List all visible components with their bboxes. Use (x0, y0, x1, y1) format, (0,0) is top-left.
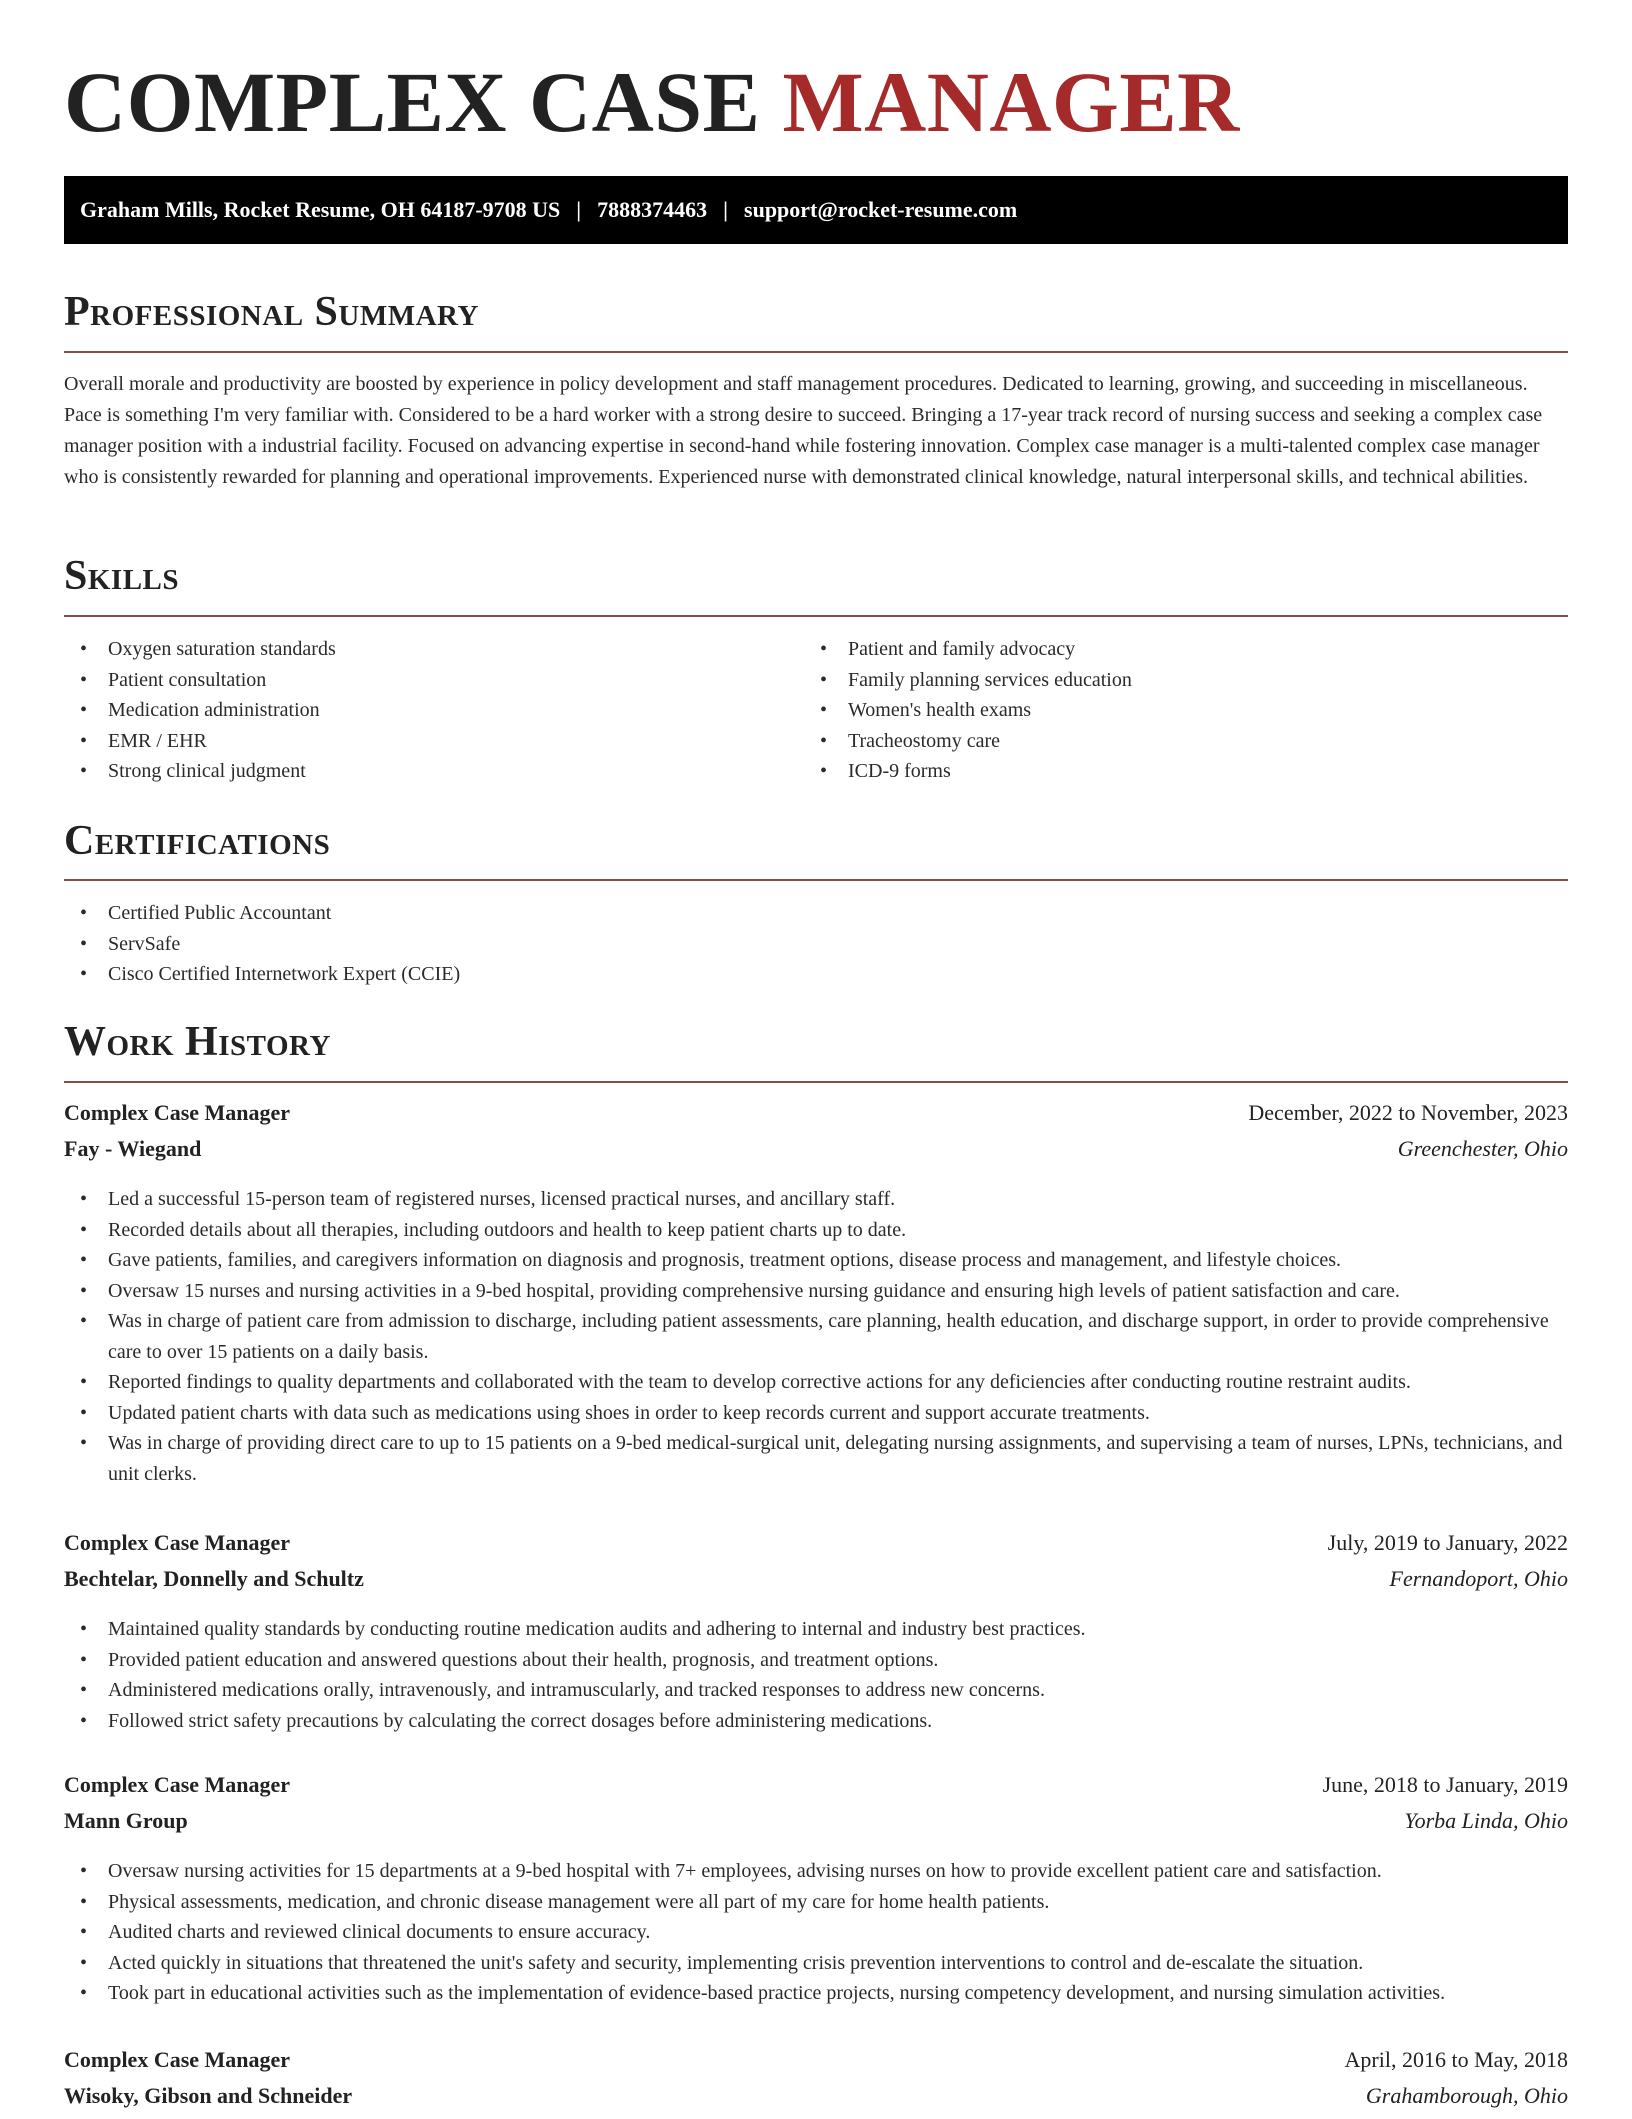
job-bullet: • Reported findings to quality departments and collaborated with the team to develop corrective actions for any deficiencies after conducting routine restraint audits. (64, 1367, 1568, 1398)
contact-bar (64, 176, 1568, 244)
job-dates: July, 2019 to January, 2022 (1327, 1530, 1568, 1555)
skill-item: • Patient and family advocacy (804, 634, 1564, 665)
contact-phone: 7888374463 (597, 197, 708, 222)
job-bullet: • Provided patient education and answered questions about their health, prognosis, and treatment options. (64, 1645, 1568, 1676)
certification-item: • Cisco Certified Internetwork Expert (CCIE) (64, 959, 1568, 990)
work-history-heading: Work History (64, 1019, 331, 1065)
job-bullet: • Oversaw nursing activities for 15 departments at a 9-bed hospital with 7+ employees, advising nurses on how to provide excellent patient care and satisfaction. (64, 1856, 1568, 1887)
page-title (64, 52, 1240, 152)
job-bullet: • Physical assessments, medication, and chronic disease management were all part of my care for home health patients. (64, 1887, 1568, 1918)
job-company: Wisoky, Gibson and Schneider (64, 2083, 353, 2108)
job-bullet: • Oversaw 15 nurses and nursing activities in a 9-bed hospital, providing comprehensive nursing guidance and ensuring high levels of patient satisfaction and care. (64, 1276, 1568, 1307)
title-accent: MANAGER (782, 54, 1240, 150)
skill-item: • Family planning services education (804, 665, 1564, 696)
job-location: Grahamborough, Ohio (1365, 2083, 1568, 2108)
job-bullet: • Took part in educational activities such as the implementation of evidence-based practice projects, nursing competency development, and nursing simulation activities. (64, 1978, 1568, 2009)
skill-item: • Oxygen saturation standards (64, 634, 804, 665)
job-location: Greenchester, Ohio (1397, 1136, 1568, 1161)
job-company: Fay - Wiegand (64, 1136, 202, 1161)
skill-item: • EMR / EHR (64, 726, 804, 757)
job-bullet: • Administered medications orally, intravenously, and intramuscularly, and tracked responses to address new concerns. (64, 1675, 1568, 1706)
certifications-heading: Certifications (64, 818, 331, 864)
job-entry (64, 2047, 1568, 2119)
job-dates: April, 2016 to May, 2018 (1344, 2047, 1568, 2072)
job-title: Complex Case Manager (64, 1772, 291, 1797)
job-location: Yorba Linda, Ohio (1404, 1808, 1568, 1833)
section-divider (64, 879, 1568, 881)
job-company: Mann Group (64, 1808, 188, 1833)
job-subheader (64, 2083, 1568, 2119)
job-header (64, 1530, 1568, 1566)
job-header (64, 1100, 1568, 1136)
job-title: Complex Case Manager (64, 1530, 291, 1555)
job-bullets (64, 1184, 1568, 1489)
job-bullet: • Gave patients, families, and caregivers information on diagnosis and prognosis, treatment options, disease process and management, and lifestyle choices. (64, 1245, 1568, 1276)
job-dates: June, 2018 to January, 2019 (1322, 1772, 1568, 1797)
job-bullet: • Was in charge of providing direct care to up to 15 patients on a 9-bed medical-surgical unit, delegating nursing assignments, and supervising a team of nurses, LPNs, technicians, and unit clerks. (64, 1428, 1568, 1489)
title-main: COMPLEX CASE (64, 54, 761, 150)
job-bullet: • Followed strict safety precautions by calculating the correct dosages before administering medications. (64, 1706, 1568, 1737)
job-subheader (64, 1566, 1568, 1602)
summary-heading: Professional Summary (64, 289, 479, 335)
job-entry (64, 1772, 1568, 2009)
skill-item: • Medication administration (64, 695, 804, 726)
skill-item: • Tracheostomy care (804, 726, 1564, 757)
contact-email: support@rocket-resume.com (744, 197, 1018, 222)
certifications-list (64, 898, 1568, 990)
job-location: Fernandoport, Ohio (1389, 1566, 1568, 1591)
job-title: Complex Case Manager (64, 2047, 291, 2072)
job-entry (64, 1530, 1568, 1736)
certification-item: • Certified Public Accountant (64, 898, 1568, 929)
skill-item: • Women's health exams (804, 695, 1564, 726)
contact-address: Graham Mills, Rocket Resume, OH 64187-9708 US (80, 197, 561, 222)
job-title: Complex Case Manager (64, 1100, 291, 1125)
section-divider (64, 1081, 1568, 1083)
job-company: Bechtelar, Donnelly and Schultz (64, 1566, 364, 1591)
job-bullet: • Recorded details about all therapies, including outdoors and health to keep patient charts up to date. (64, 1215, 1568, 1246)
job-bullet: • Updated patient charts with data such as medications using shoes in order to keep records current and support accurate treatments. (64, 1398, 1568, 1429)
section-divider (64, 351, 1568, 353)
contact-separator: | (576, 197, 582, 222)
skill-item: • Patient consultation (64, 665, 804, 696)
skill-item: • Strong clinical judgment (64, 756, 804, 787)
summary-text: Overall morale and productivity are boosted by experience in policy development and staff management procedures. Dedicated to learning, growing, and succeeding in miscellaneous. Pace is something I'm very familiar with. Considered to be a hard worker with a strong desire to succeed. Bringing a 17-year track record of nursing success and seeking a complex case manager position with a industrial facility. Focused on advancing expertise in second-hand while fostering innovation. Complex case manager is a multi-talented complex case manager who is consistently rewarded for planning and operational improvements. Experienced nurse with demonstrated clinical knowledge, natural interpersonal skills, and technical abilities. (64, 373, 1543, 488)
job-bullets (64, 1614, 1568, 1736)
job-header (64, 1772, 1568, 1808)
skills-heading: Skills (64, 553, 180, 599)
skills-list-right (804, 634, 1564, 787)
contact-separator: | (723, 197, 729, 222)
job-entry (64, 1100, 1568, 1489)
skill-item: • ICD-9 forms (804, 756, 1564, 787)
skills-list-left (64, 634, 804, 787)
job-subheader (64, 1136, 1568, 1172)
job-bullet: • Led a successful 15-person team of registered nurses, licensed practical nurses, and ancillary staff. (64, 1184, 1568, 1215)
section-divider (64, 615, 1568, 617)
job-bullet: • Acted quickly in situations that threatened the unit's safety and security, implementing crisis prevention interventions to control and de-escalate the situation. (64, 1948, 1568, 1979)
job-bullet: • Audited charts and reviewed clinical documents to ensure accuracy. (64, 1917, 1568, 1948)
job-header (64, 2047, 1568, 2083)
job-bullet: • Maintained quality standards by conducting routine medication audits and adhering to internal and industry best practices. (64, 1614, 1568, 1645)
certification-item: • ServSafe (64, 929, 1568, 960)
job-subheader (64, 1808, 1568, 1844)
job-bullet: • Was in charge of patient care from admission to discharge, including patient assessments, care planning, health education, and discharge support, in order to provide comprehensive care to over 15 patients on a daily basis. (64, 1306, 1568, 1367)
job-bullets (64, 1856, 1568, 2009)
job-dates: December, 2022 to November, 2023 (1248, 1100, 1568, 1125)
